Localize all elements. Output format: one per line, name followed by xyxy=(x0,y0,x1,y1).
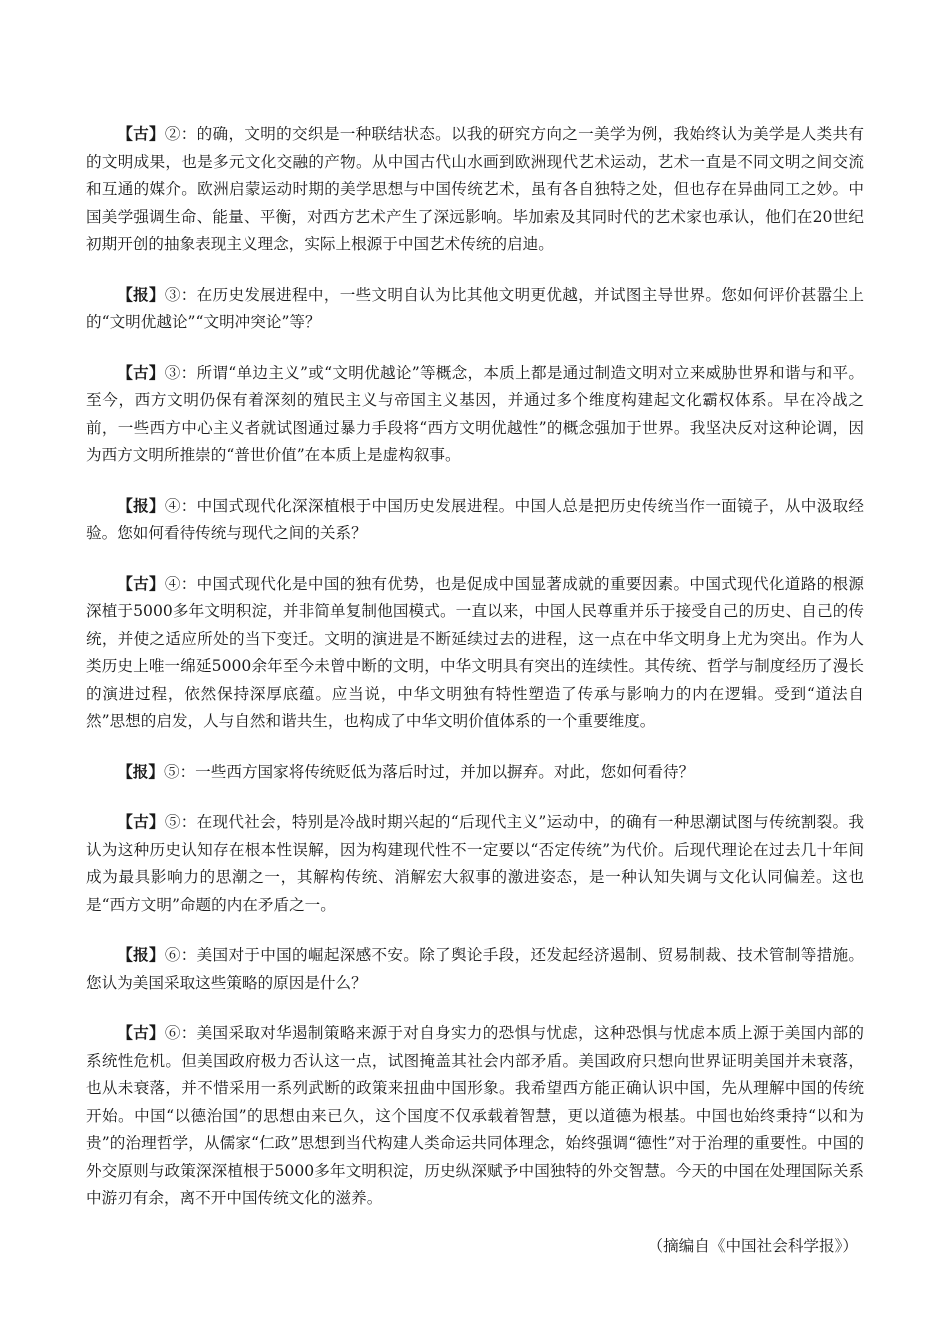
speaker-tag: 【报】 xyxy=(117,495,165,515)
paragraph-gu-2 xyxy=(86,120,864,259)
article-body xyxy=(86,120,864,1260)
paragraph-text: ④：中国式现代化是中国的独有优势，也是促成中国显著成就的重要因素。中国式现代化道路的根源深植于5000多年文明积淀，并非简单复制他国模式。一直以来，中国人民尊重并乐于接受自己的历史、自己的传统，并使之适应所处的当下变迁。文明的演进是不断延续过去的进程，这一点在中华文明身上尤为突出。作为人类历史上唯一绵延5000余年至今未曾中断的文明，中华文明具有突出的连续性。其传统、哲学与制度经历了漫长的演进过程，依然保持深厚底蕴。应当说，中华文明独有特性塑造了传承与影响力的内在逻辑。受到“道法自然”思想的启发，人与自然和谐共生，也构成了中华文明价值体系的一个重要维度。 xyxy=(86,574,864,730)
paragraph-text: ⑥：美国采取对华遏制策略来源于对自身实力的恐惧与忧虑，这种恐惧与忧虑本质上源于美国内部的系统性危机。但美国政府极力否认这一点，试图掩盖其社会内部矛盾。美国政府只想向世界证明美国并未衰落，也从未衰落，并不惜采用一系列武断的政策来扭曲中国形象。我希望西方能正确认识中国，先从理解中国的传统开始。中国“以德治国”的思想由来已久，这个国度不仅承载着智慧，更以道德为根基。中国也始终秉持“以和为贵”的治理哲学，从儒家“仁政”思想到当代构建人类命运共同体理念，始终强调“德性”对于治理的重要性。中国的外交原则与政策深深植根于5000多年文明积淀，历史纵深赋予中国独特的外交智慧。今天的中国在处理国际关系中游刃有余，离不开中国传统文化的滋养。 xyxy=(86,1024,864,1207)
paragraph-text: ⑤：在现代社会，特别是冷战时期兴起的“后现代主义”运动中，的确有一种思潮试图与传统割裂。我认为这种历史认知存在根本性误解，因为构建现代性不一定要以“否定传统”为代价。后现代理论在过去几十年间成为最具影响力的思潮之一，其解构传统、消解宏大叙事的激进姿态，是一种认知失调与文化认同偏差。这也是“西方文明”命题的内在矛盾之一。 xyxy=(86,813,864,914)
speaker-tag: 【报】 xyxy=(117,284,165,304)
paragraph-text: ③：在历史发展进程中，一些文明自认为比其他文明更优越，并试图主导世界。您如何评价甚嚣尘上的“文明优越论”“文明冲突论”等？ xyxy=(86,285,864,331)
speaker-tag: 【古】 xyxy=(117,362,165,382)
speaker-tag: 【古】 xyxy=(117,573,165,593)
speaker-tag: 【古】 xyxy=(117,124,165,143)
paragraph-bao-3 xyxy=(86,281,864,337)
paragraph-gu-6 xyxy=(86,1019,864,1213)
paragraph-bao-6 xyxy=(86,941,864,997)
speaker-tag: 【古】 xyxy=(117,1023,165,1042)
speaker-tag: 【古】 xyxy=(117,812,165,831)
paragraph-text: ⑥：美国对于中国的崛起深感不安。除了舆论手段，还发起经济遏制、贸易制裁、技术管制等措施。您认为美国采取这些策略的原因是什么？ xyxy=(86,946,864,992)
paragraph-text: ②：的确，文明的交织是一种联结状态。以我的研究方向之一美学为例，我始终认为美学是人类共有的文明成果，也是多元文化交融的产物。从中国古代山水画到欧洲现代艺术运动，艺术一直是不同文明之间交流和互通的媒介。欧洲启蒙运动时期的美学思想与中国传统艺术，虽有各自独特之处，但也存在异曲同工之妙。中国美学强调生命、能量、平衡，对西方艺术产生了深远影响。毕加索及其同时代的艺术家也承认，他们在20世纪初期开创的抽象表现主义理念，实际上根源于中国艺术传统的启迪。 xyxy=(86,125,864,253)
paragraph-gu-4 xyxy=(86,570,864,736)
paragraph-bao-5 xyxy=(86,758,864,787)
speaker-tag: 【报】 xyxy=(117,945,165,964)
source-citation: （摘编自《中国社会科学报》） xyxy=(647,1236,858,1255)
paragraph-text: ⑤：一些西方国家将传统贬低为落后时过，并加以摒弃。对此，您如何看待？ xyxy=(163,762,695,781)
paragraph-text: ③：所谓“单边主义”或“文明优越论”等概念，本质上都是通过制造文明对立来威胁世界和谐与和平。至今，西方文明仍保有着深刻的殖民主义与帝国主义基因，并通过多个维度构建起文化霸权体系。早在冷战之前，一些西方中心主义者就试图通过暴力手段将“西方文明优越性”的概念强加于世界。我坚决反对这种论调，因为西方文明所推崇的“普世价值”在本质上是虚构叙事。 xyxy=(86,363,864,464)
paragraph-text: ④：中国式现代化深深植根于中国历史发展进程。中国人总是把历史传统当作一面镜子，从中汲取经验。您如何看待传统与现代之间的关系？ xyxy=(86,496,864,542)
paragraph-bao-4 xyxy=(86,492,864,548)
speaker-tag: 【报】 xyxy=(117,761,164,781)
paragraph-gu-3 xyxy=(86,359,864,470)
paragraph-gu-5 xyxy=(86,808,864,919)
